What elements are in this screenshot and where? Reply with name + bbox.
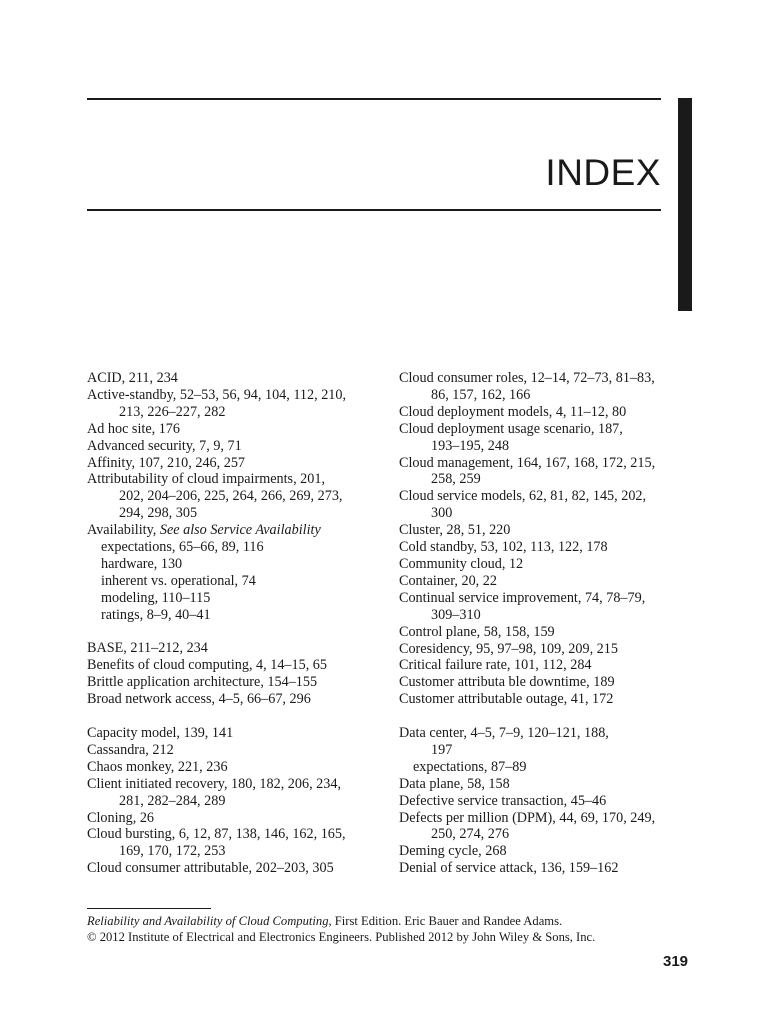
index-entry-text: Continual service improvement, 74, 78–79, bbox=[399, 589, 646, 606]
page-title: INDEX bbox=[545, 152, 661, 193]
index-entry-text: Cloud management, 164, 167, 168, 172, 215, bbox=[399, 454, 656, 471]
index-entry-text: Control plane, 58, 158, 159 bbox=[399, 623, 555, 640]
index-gap bbox=[399, 708, 699, 725]
index-entry-continuation: 250, 274, 276 bbox=[431, 826, 510, 843]
index-subentry bbox=[101, 607, 387, 624]
index-entry-text: Customer attributable outage, 41, 172 bbox=[399, 691, 614, 708]
index-entry-text: Broad network access, 4–5, 66–67, 296 bbox=[87, 691, 311, 708]
book-title: Reliability and Availability of Cloud Computing bbox=[87, 914, 329, 928]
index-entry-text: ratings, 8–9, 40–41 bbox=[101, 606, 211, 623]
index-entry-text: Cloud deployment usage scenario, 187, bbox=[399, 420, 623, 437]
index-entry-text: Brittle application architecture, 154–155 bbox=[87, 674, 318, 691]
index-entry-continuation: 197 bbox=[431, 741, 453, 758]
index-column-left bbox=[87, 370, 387, 877]
index-entry-text: expectations, 87–89 bbox=[413, 758, 527, 775]
index-entry-continuation: 86, 157, 162, 166 bbox=[431, 386, 531, 403]
index-entry bbox=[87, 471, 387, 522]
index-entry bbox=[399, 691, 699, 708]
index-entry bbox=[399, 860, 699, 877]
index-entry-text: expectations, 65–66, 89, 116 bbox=[101, 539, 264, 556]
index-gap bbox=[87, 708, 387, 725]
index-entry bbox=[87, 826, 387, 860]
index-entry-text: BASE, 211–212, 234 bbox=[87, 640, 208, 657]
index-entry bbox=[399, 556, 699, 573]
index-entry bbox=[87, 725, 387, 742]
index-entry bbox=[399, 793, 699, 810]
index-entry-text: Cluster, 28, 51, 220 bbox=[399, 522, 511, 539]
index-entry bbox=[87, 742, 387, 759]
index-entry bbox=[399, 725, 699, 759]
index-subentry bbox=[413, 759, 699, 776]
index-subentry bbox=[101, 590, 387, 607]
top-rule bbox=[87, 98, 661, 100]
index-entry bbox=[399, 539, 699, 556]
index-entry-text: Attributability of cloud impairments, 201, bbox=[87, 471, 326, 488]
index-entry-text: Capacity model, 139, 141 bbox=[87, 725, 234, 741]
index-entry-text: Cloud deployment models, 4, 11–12, 80 bbox=[399, 403, 627, 420]
copyright-footer bbox=[87, 913, 687, 945]
footer-line-1 bbox=[87, 913, 687, 929]
index-entry-text: Customer attributa ble downtime, 189 bbox=[399, 674, 615, 691]
index-entry bbox=[399, 657, 699, 674]
index-column-right bbox=[399, 370, 699, 877]
index-entry bbox=[87, 657, 387, 674]
index-entry-text: Affinity, 107, 210, 246, 257 bbox=[87, 454, 246, 471]
index-entry-continuation: 193–195, 248 bbox=[431, 437, 510, 454]
title-bottom-rule bbox=[87, 209, 661, 211]
index-entry bbox=[87, 776, 387, 810]
chapter-side-tab bbox=[678, 98, 692, 311]
index-entry-text: modeling, 110–115 bbox=[101, 589, 211, 606]
footnote-rule bbox=[87, 908, 211, 909]
index-entry-text: Chaos monkey, 221, 236 bbox=[87, 758, 228, 775]
index-entry bbox=[87, 810, 387, 827]
index-subentry bbox=[101, 556, 387, 573]
footer-line-2: © 2012 Institute of Electrical and Electronics Engineers. Published 2012 by John Wiley & Sons, Inc. bbox=[87, 930, 596, 944]
index-entry-text: hardware, 130 bbox=[101, 555, 183, 572]
index-entry-text: Cloud bursting, 6, 12, 87, 138, 146, 162, 165, bbox=[87, 826, 346, 843]
index-entry-text: Cloning, 26 bbox=[87, 809, 155, 826]
index-subentry bbox=[101, 573, 387, 590]
index-entry bbox=[87, 860, 387, 877]
index-entry bbox=[399, 421, 699, 455]
footer-line-1-rest: , First Edition. Eric Bauer and Randee Adams. bbox=[328, 914, 563, 928]
see-also-reference: See also Service Availability bbox=[159, 522, 321, 539]
index-entry bbox=[399, 455, 699, 489]
index-entry-text: Container, 20, 22 bbox=[399, 572, 497, 589]
index-entry-continuation: 309–310 bbox=[431, 606, 481, 623]
index-gap bbox=[87, 624, 387, 641]
index-entry-text: Active-standby, 52–53, 56, 94, 104, 112, 210, bbox=[87, 386, 347, 403]
index-entry bbox=[399, 641, 699, 658]
index-entry-text: Benefits of cloud computing, 4, 14–15, 65 bbox=[87, 657, 327, 674]
index-entry-continuation: 258, 259 bbox=[431, 471, 481, 488]
index-entry-continuation: 300 bbox=[431, 505, 453, 522]
index-entry bbox=[87, 438, 387, 455]
index-entry-text: Denial of service attack, 136, 159–162 bbox=[399, 860, 619, 877]
index-entry-text: Community cloud, 12 bbox=[399, 555, 524, 572]
index-entry bbox=[87, 674, 387, 691]
index-entry-continuation: 294, 298, 305 bbox=[119, 505, 198, 522]
index-entry-text: inherent vs. operational, 74 bbox=[101, 572, 256, 589]
index-entry-continuation: 281, 282–284, 289 bbox=[119, 792, 226, 809]
index-entry-text: Cloud consumer roles, 12–14, 72–73, 81–83, bbox=[399, 370, 655, 386]
index-entry bbox=[87, 759, 387, 776]
index-entry bbox=[399, 674, 699, 691]
index-subentry bbox=[101, 539, 387, 556]
index-entry-text: Cold standby, 53, 102, 113, 122, 178 bbox=[399, 539, 608, 556]
index-entry-text: Critical failure rate, 101, 112, 284 bbox=[399, 657, 592, 674]
index-entry bbox=[87, 691, 387, 708]
index-entry-text: Advanced security, 7, 9, 71 bbox=[87, 437, 242, 454]
index-entry-text: Ad hoc site, 176 bbox=[87, 420, 180, 437]
index-entry bbox=[87, 421, 387, 438]
index-entry bbox=[87, 387, 387, 421]
index-entry bbox=[399, 370, 699, 404]
index-entry bbox=[399, 522, 699, 539]
index-entry-continuation: 202, 204–206, 225, 264, 266, 269, 273, bbox=[119, 488, 343, 505]
index-entry-text: ACID, 211, 234 bbox=[87, 370, 178, 386]
index-entry-text: Defects per million (DPM), 44, 69, 170, 249, bbox=[399, 809, 656, 826]
index-entry-text: Cloud consumer attributable, 202–203, 305 bbox=[87, 860, 334, 877]
index-entry bbox=[87, 522, 387, 539]
index-entry-text: Coresidency, 95, 97–98, 109, 209, 215 bbox=[399, 640, 618, 657]
index-entry-text: Availability, bbox=[87, 522, 160, 539]
index-entry-text: Defective service transaction, 45–46 bbox=[399, 792, 607, 809]
index-entry bbox=[399, 488, 699, 522]
page-number: 319 bbox=[663, 953, 689, 970]
index-entry-text: Client initiated recovery, 180, 182, 206, 234, bbox=[87, 775, 342, 792]
index-entry bbox=[399, 404, 699, 421]
index-entry bbox=[399, 590, 699, 624]
index-entry-text: Deming cycle, 268 bbox=[399, 843, 507, 860]
index-entry bbox=[87, 370, 387, 387]
index-entry bbox=[399, 810, 699, 844]
index-entry-text: Data plane, 58, 158 bbox=[399, 775, 510, 792]
index-entry-text: Cassandra, 212 bbox=[87, 741, 174, 758]
index-entry-continuation: 169, 170, 172, 253 bbox=[119, 843, 226, 860]
index-entry bbox=[399, 776, 699, 793]
index-entry-text: Data center, 4–5, 7–9, 120–121, 188, bbox=[399, 725, 609, 742]
index-entry-continuation: 213, 226–227, 282 bbox=[119, 403, 226, 420]
index-entry bbox=[399, 624, 699, 641]
index-entry bbox=[87, 455, 387, 472]
index-entry bbox=[87, 640, 387, 657]
index-entry-text: Cloud service models, 62, 81, 82, 145, 202, bbox=[399, 488, 647, 505]
index-entry bbox=[399, 573, 699, 590]
index-entry bbox=[399, 843, 699, 860]
